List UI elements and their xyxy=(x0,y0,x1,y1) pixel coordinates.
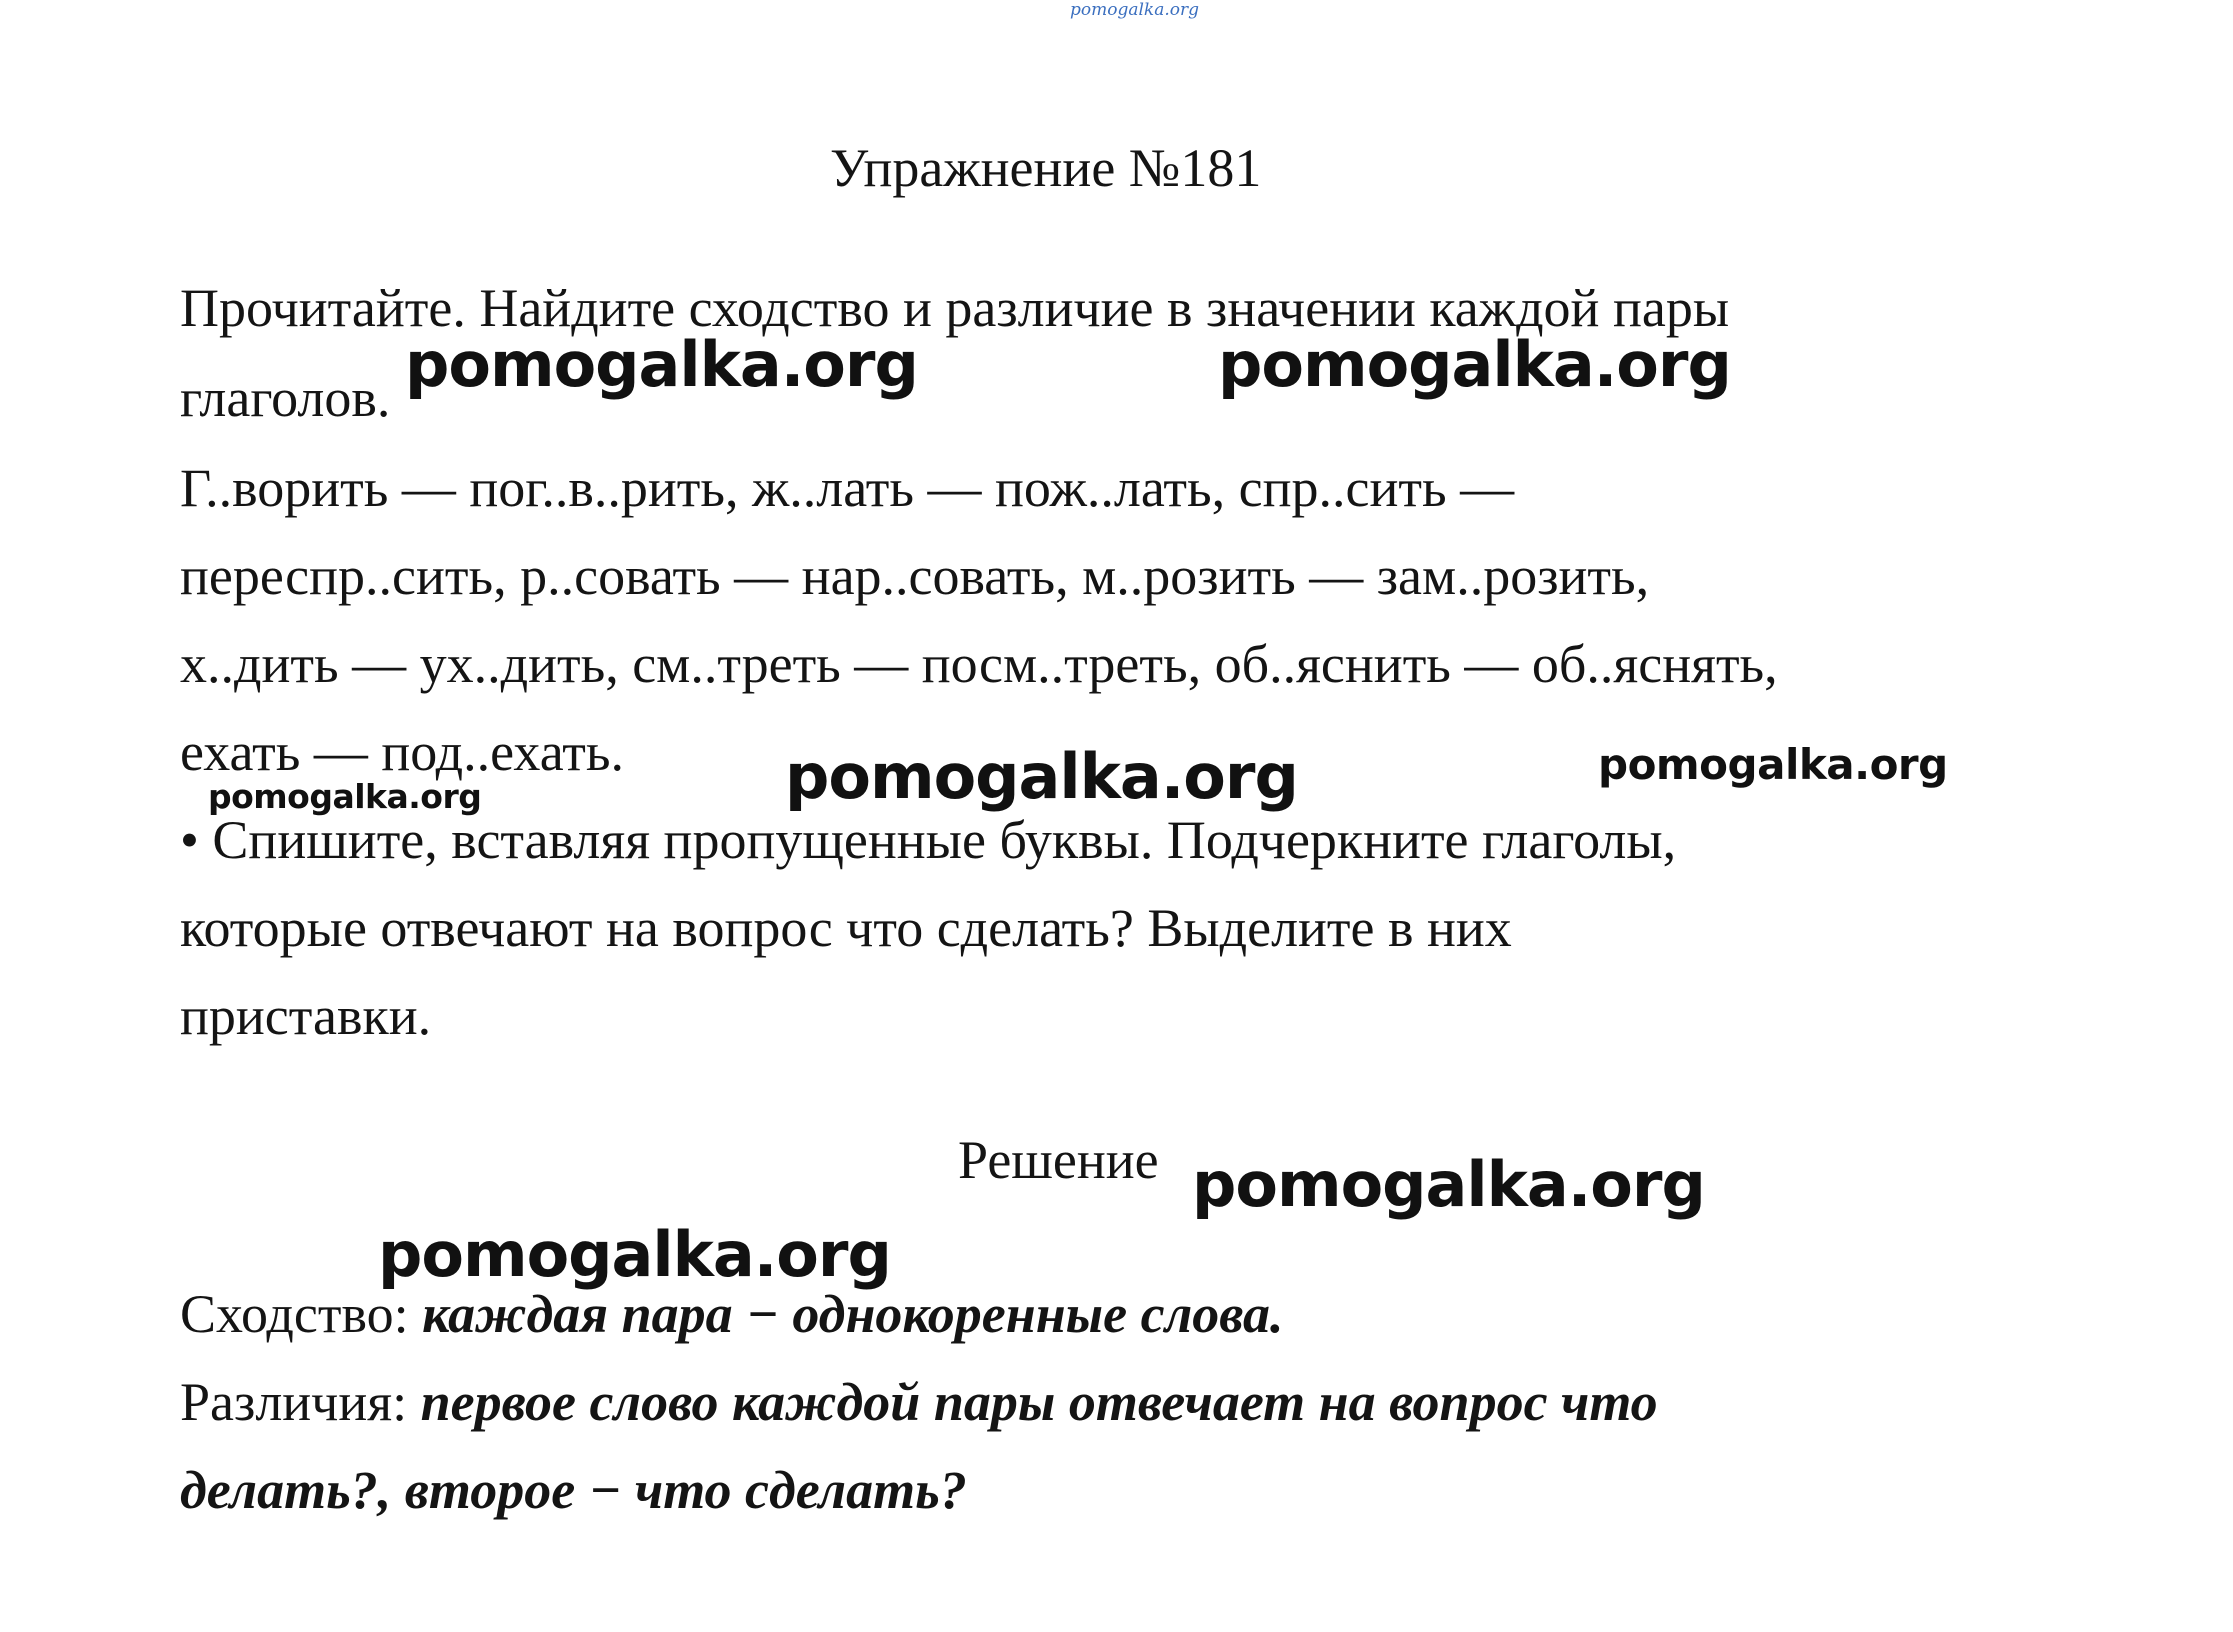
solution-title: Решение xyxy=(958,1130,1159,1190)
task-line-7: • Спишите, вставляя пропущенные буквы. Подчеркните глаголы, xyxy=(180,810,1677,870)
difference-text-2: делать?, второе − что сделать? xyxy=(180,1460,967,1520)
task-line-4: переспр..сить, р..совать — нар..совать, м..розить — зам..розить, xyxy=(180,546,1650,606)
difference-text-1: первое слово каждой пары отвечает на вопрос что xyxy=(420,1372,1658,1432)
task-line-6: ехать — под..ехать. xyxy=(180,722,624,782)
exercise-title: Упражнение №181 xyxy=(830,138,1262,198)
task-line-3: Г..ворить — пог..в..рить, ж..лать — пож..лать, спр..сить — xyxy=(180,458,1515,518)
watermark: pomogalka.org xyxy=(208,777,482,816)
site-link[interactable]: pomogalka.org xyxy=(1070,0,1200,20)
watermark: pomogalka.org xyxy=(1192,1148,1705,1221)
task-line-9: приставки. xyxy=(180,986,432,1046)
watermark: pomogalka.org xyxy=(1218,328,1731,401)
similarity-text: каждая пара − однокоренные слова. xyxy=(422,1284,1284,1344)
similarity-label: Сходство: xyxy=(180,1284,409,1344)
similarity-line xyxy=(180,1284,1284,1344)
task-line-8: которые отвечают на вопрос что сделать? Выделите в них xyxy=(180,898,1512,958)
task-line-1: Прочитайте. Найдите сходство и различие в значении каждой пары xyxy=(180,278,1730,338)
difference-line xyxy=(180,1372,1658,1432)
watermark: pomogalka.org xyxy=(785,740,1298,813)
watermark: pomogalka.org xyxy=(1598,740,1948,789)
task-line-5: х..дить — ух..дить, см..треть — посм..треть, об..яснить — об..яснять, xyxy=(180,634,1778,694)
watermark: pomogalka.org xyxy=(405,328,918,401)
task-line-2: глаголов. xyxy=(180,368,391,428)
watermark: pomogalka.org xyxy=(378,1218,891,1291)
difference-label: Различия: xyxy=(180,1372,408,1432)
